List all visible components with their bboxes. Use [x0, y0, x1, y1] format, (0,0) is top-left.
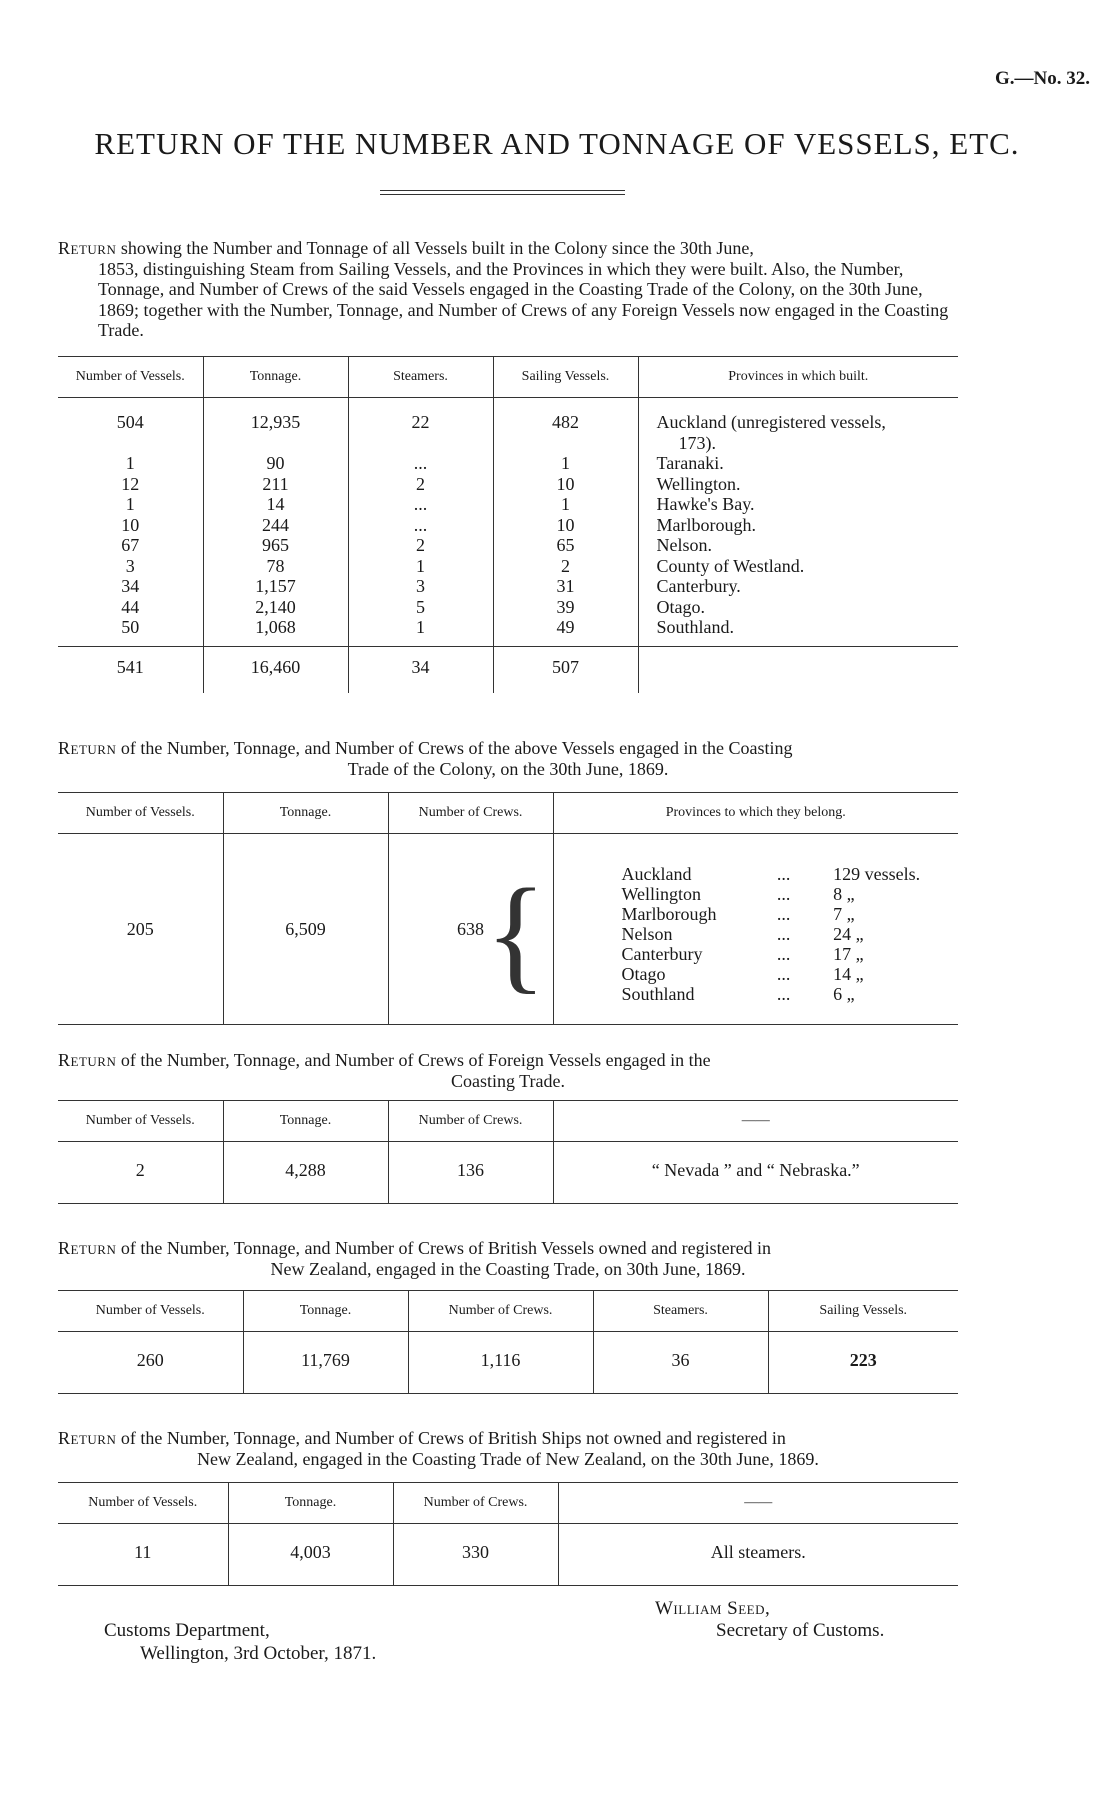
- return1-description: [58, 238, 958, 341]
- table-row: [58, 535, 958, 556]
- r1-steamers: 3: [348, 576, 493, 597]
- r1-tonnage: 78: [203, 556, 348, 577]
- r1-vessels: [58, 433, 203, 454]
- r1-tonnage: 90: [203, 453, 348, 474]
- province-dots: ...: [776, 904, 791, 924]
- return3-lead: Return: [58, 1050, 117, 1070]
- return5-lead: Return: [58, 1428, 117, 1448]
- return2-text-line2: Trade of the Colony, on the 30th June, 1869.: [347, 758, 669, 779]
- place-and-date: Wellington, 3rd October, 1871.: [140, 1643, 377, 1664]
- r5-header-note: ——: [558, 1483, 958, 1524]
- r1-steamers: [348, 433, 493, 454]
- r2-tonnage: 6,509: [223, 834, 388, 1025]
- list-item: [618, 884, 955, 904]
- r1-sailing: 49: [493, 617, 638, 638]
- r5-header-vessels: Number of Vessels.: [58, 1483, 228, 1524]
- return1-table: [58, 356, 958, 693]
- r4-header-tonnage: Tonnage.: [243, 1291, 408, 1332]
- r1-sailing: 1: [493, 494, 638, 515]
- r5-crews: 330: [393, 1524, 558, 1586]
- return4-description: [58, 1238, 958, 1279]
- r3-header-tonnage: Tonnage.: [223, 1101, 388, 1142]
- table-row: [58, 494, 958, 515]
- r1-vessels: 1: [58, 453, 203, 474]
- r1-tonnage: 211: [203, 474, 348, 495]
- title-rule: [380, 190, 625, 198]
- return2-lead: Return: [58, 738, 117, 758]
- r1-vessels: 34: [58, 576, 203, 597]
- r1-steamers: ...: [348, 494, 493, 515]
- r1-tonnage: 244: [203, 515, 348, 536]
- r1-province: Hawke's Bay.: [656, 494, 755, 514]
- province-name: Canterbury: [621, 944, 703, 964]
- brace-icon: {: [485, 863, 547, 1005]
- r1-steamers: 22: [348, 412, 493, 433]
- list-item: [618, 864, 955, 884]
- province-count: 17 „: [833, 944, 864, 964]
- r1-vessels: 504: [58, 412, 203, 433]
- return2-table: [58, 792, 958, 1025]
- r1-tonnage: [203, 433, 348, 454]
- r1-province: County of Westland.: [656, 555, 805, 576]
- province-dots: ...: [776, 964, 791, 984]
- table-row: [58, 576, 958, 597]
- table-row: [58, 412, 958, 433]
- r3-crews: 136: [388, 1142, 553, 1204]
- signatory-name-text: William Seed,: [655, 1598, 771, 1619]
- r1-header-vessels: Number of Vessels.: [58, 357, 203, 398]
- r1-tonnage: 14: [203, 494, 348, 515]
- r3-note: “ Nevada ” and “ Nebraska.”: [651, 1160, 860, 1180]
- r1-vessels: 12: [58, 474, 203, 495]
- r1-header-sailing: Sailing Vessels.: [493, 357, 638, 398]
- signatory-title: Secretary of Customs.: [716, 1620, 885, 1641]
- r2-header-vessels: Number of Vessels.: [58, 793, 223, 834]
- r1-province: Marlborough.: [656, 514, 756, 535]
- r1-vessels: 1: [58, 494, 203, 515]
- return3-text-line2: Coasting Trade.: [450, 1070, 565, 1091]
- r2-vessels: 205: [58, 834, 223, 1025]
- province-dots: ...: [776, 884, 791, 904]
- customs-department: Customs Department,: [104, 1620, 270, 1641]
- return5-text-line1: of the Number, Tonnage, and Number of Crews of British Ships not owned and registered in: [116, 1428, 786, 1448]
- page-title: RETURN OF THE NUMBER AND TONNAGE OF VESSELS, ETC.: [94, 126, 1020, 161]
- r1-province: Wellington.: [656, 473, 741, 494]
- province-name: Marlborough: [621, 904, 717, 924]
- r2-crews: [388, 834, 553, 1025]
- table-row: [58, 617, 958, 638]
- return5-description: [58, 1428, 958, 1469]
- province-dots: ...: [776, 924, 791, 944]
- list-item: [618, 904, 955, 924]
- r1-province: Southland.: [656, 617, 735, 637]
- return4-table: [58, 1290, 958, 1394]
- return1-table-body: [58, 398, 958, 638]
- r1-tonnage: 1,157: [203, 576, 348, 597]
- r2-header-tonnage: Tonnage.: [223, 793, 388, 834]
- r4-header-vessels: Number of Vessels.: [58, 1291, 243, 1332]
- r3-tonnage: 4,288: [223, 1142, 388, 1204]
- table-row: [58, 433, 958, 454]
- table-row: [58, 453, 958, 474]
- return4-text-line1: of the Number, Tonnage, and Number of Crews of British Vessels owned and registered in: [116, 1238, 772, 1258]
- r1-province: Canterbury.: [656, 576, 741, 596]
- return1-totals-row: [58, 646, 958, 693]
- r1-total-steamers: 34: [348, 646, 493, 693]
- r1-sailing: 65: [493, 535, 638, 556]
- province-name: Otago: [621, 964, 666, 984]
- r5-tonnage: 4,003: [228, 1524, 393, 1586]
- r3-header-note: ——: [553, 1101, 958, 1142]
- return2-description: [58, 738, 958, 779]
- return3-table: [58, 1100, 958, 1204]
- r2-header-provinces: Provinces to which they belong.: [553, 793, 958, 834]
- r1-sailing: [493, 433, 638, 454]
- r1-tonnage: 1,068: [203, 617, 348, 638]
- r1-steamers: 1: [348, 556, 493, 577]
- r1-steamers: 2: [348, 474, 493, 495]
- return4-text-line2: New Zealand, engaged in the Coasting Trade, on 30th June, 1869.: [270, 1258, 746, 1279]
- r4-steamers: 36: [593, 1332, 768, 1394]
- r1-sailing: 482: [493, 412, 638, 433]
- r4-header-sailing: Sailing Vessels.: [768, 1291, 958, 1332]
- r1-sailing: 10: [493, 515, 638, 536]
- r1-sailing: 10: [493, 474, 638, 495]
- r2-header-crews: Number of Crews.: [388, 793, 553, 834]
- r1-header-tonnage: Tonnage.: [203, 357, 348, 398]
- r1-steamers: 1: [348, 617, 493, 638]
- r1-province: Auckland (unregistered vessels,: [656, 412, 886, 432]
- r4-sailing: 223: [849, 1350, 877, 1370]
- r4-header-crews: Number of Crews.: [408, 1291, 593, 1332]
- table-row: [58, 515, 958, 536]
- table-row: [58, 474, 958, 495]
- return5-text-line2: New Zealand, engaged in the Coasting Trade of New Zealand, on the 30th June, 1869.: [197, 1448, 819, 1469]
- r1-header-steamers: Steamers.: [348, 357, 493, 398]
- province-count: 129 vessels.: [833, 864, 921, 884]
- table-row: [58, 597, 958, 618]
- r1-total-sailing: 507: [493, 646, 638, 693]
- province-count: 8 „: [833, 884, 855, 904]
- table-row: [58, 556, 958, 577]
- r1-sailing: 2: [493, 556, 638, 577]
- return1-lead: Return: [58, 238, 117, 258]
- r1-total-tonnage: 16,460: [203, 646, 348, 693]
- province-count: 14 „: [833, 964, 864, 984]
- province-count: 24 „: [833, 924, 864, 944]
- r1-province: Nelson.: [656, 535, 712, 555]
- r1-vessels: 10: [58, 515, 203, 536]
- return3-text-line1: of the Number, Tonnage, and Number of Crews of Foreign Vessels engaged in the: [116, 1050, 711, 1070]
- r1-vessels: 3: [58, 556, 203, 577]
- r1-steamers: ...: [348, 515, 493, 536]
- r1-header-provinces: Provinces in which built.: [638, 357, 958, 398]
- r5-header-tonnage: Tonnage.: [228, 1483, 393, 1524]
- r1-province: Taranaki.: [656, 453, 724, 473]
- r5-vessels: 11: [58, 1524, 228, 1586]
- province-dots: ...: [776, 944, 791, 964]
- province-name: Southland: [621, 984, 695, 1004]
- return4-lead: Return: [58, 1238, 117, 1258]
- province-dots: ...: [776, 984, 791, 1004]
- document-reference: G.—No. 32.: [995, 68, 1090, 89]
- r4-crews: 1,116: [408, 1332, 593, 1394]
- r1-vessels: 67: [58, 535, 203, 556]
- return2-text-line1: of the Number, Tonnage, and Number of Crews of the above Vessels engaged in the Coasting: [116, 738, 793, 758]
- province-count: 7 „: [833, 904, 855, 924]
- return3-description: [58, 1050, 958, 1091]
- r1-sailing: 31: [493, 576, 638, 597]
- r3-vessels: 2: [58, 1142, 223, 1204]
- r3-header-vessels: Number of Vessels.: [58, 1101, 223, 1142]
- r1-steamers: 2: [348, 535, 493, 556]
- r4-header-steamers: Steamers.: [593, 1291, 768, 1332]
- r1-tonnage: 965: [203, 535, 348, 556]
- r2-crews-value: 638: [457, 918, 484, 939]
- return1-text-rest: 1853, distinguishing Steam from Sailing Vessels, and the Provinces in which they were built. Also, the Number, Tonnage, and Number of Crews of the said Vessels engaged in the Coasting Trade of the Colony, on the 30th June, 1869; together with the Number, Tonnage, and Number of Crews of any Foreign Vessels now engaged in the Coasting Trade.: [98, 258, 949, 340]
- r1-tonnage: 2,140: [203, 597, 348, 618]
- r4-vessels: 260: [58, 1332, 243, 1394]
- province-count: 6 „: [833, 984, 855, 1004]
- r5-note: All steamers.: [710, 1542, 806, 1562]
- r1-vessels: 50: [58, 617, 203, 638]
- r2-provinces-list: [618, 864, 955, 1004]
- province-name: Wellington: [621, 884, 702, 904]
- list-item: [618, 984, 955, 1004]
- province-dots: ...: [776, 864, 791, 884]
- r1-steamers: 5: [348, 597, 493, 618]
- list-item: [618, 944, 955, 964]
- r3-header-crews: Number of Crews.: [388, 1101, 553, 1142]
- r1-sailing: 1: [493, 453, 638, 474]
- province-name: Nelson: [621, 924, 673, 944]
- province-name: Auckland: [621, 864, 692, 884]
- return5-table: [58, 1482, 958, 1586]
- r1-province: 173).: [678, 432, 716, 453]
- r1-vessels: 44: [58, 597, 203, 618]
- r5-header-crews: Number of Crews.: [393, 1483, 558, 1524]
- r1-province: Otago.: [656, 596, 705, 617]
- list-item: [618, 964, 955, 984]
- return1-text-line1: showing the Number and Tonnage of all Vessels built in the Colony since the 30th June,: [116, 238, 754, 258]
- r4-tonnage: 11,769: [243, 1332, 408, 1394]
- r2-provinces-cell: [553, 834, 958, 1025]
- signatory-name: [655, 1598, 770, 1620]
- r1-tonnage: 12,935: [203, 412, 348, 433]
- r1-steamers: ...: [348, 453, 493, 474]
- list-item: [618, 924, 955, 944]
- r1-total-vessels: 541: [58, 646, 203, 693]
- r1-sailing: 39: [493, 597, 638, 618]
